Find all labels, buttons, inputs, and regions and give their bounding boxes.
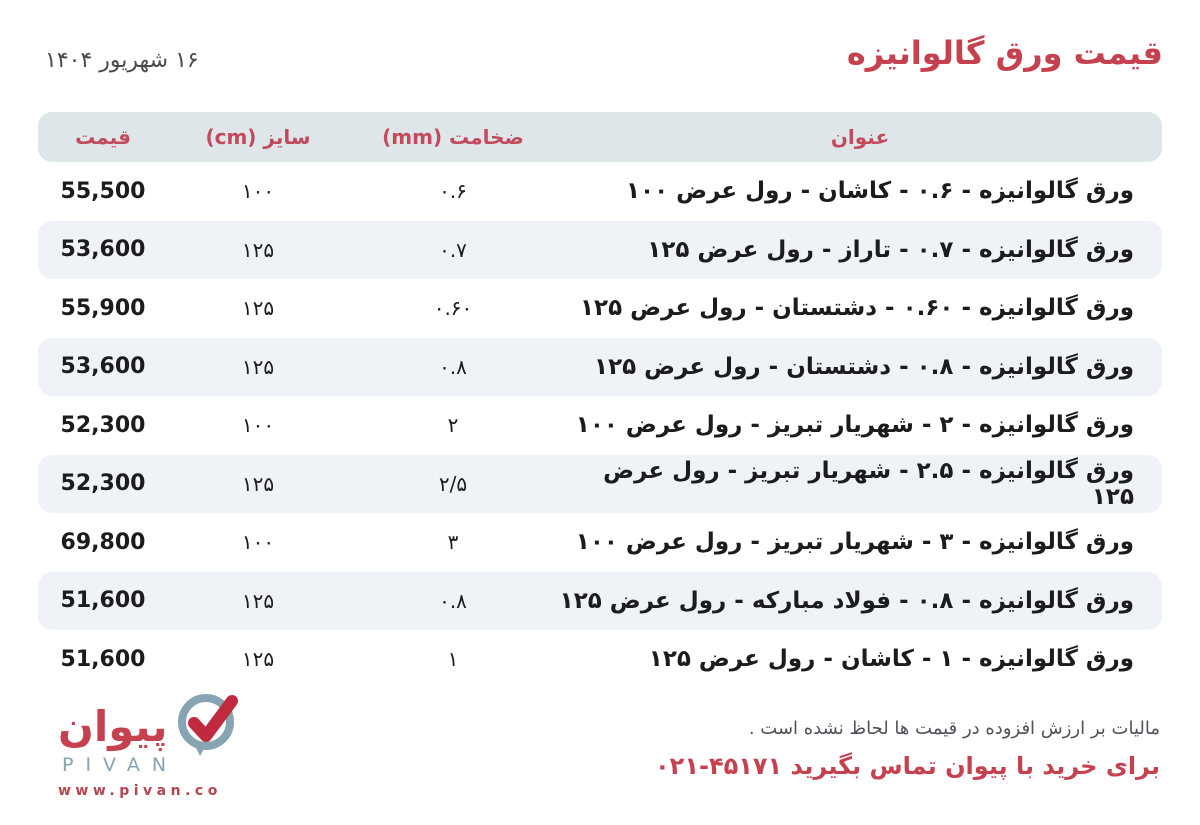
header-price: قیمت [75, 125, 131, 149]
cell-size: ۱۲۵ [241, 647, 275, 672]
cell-size: ۱۲۵ [241, 588, 275, 613]
cell-thickness: ۰.۸ [439, 588, 467, 613]
cell-price: 53,600 [60, 237, 146, 263]
cell-price: 52,300 [60, 471, 146, 497]
table-header-row [38, 112, 1162, 162]
table-row [38, 630, 1162, 689]
cell-size: ۱۰۰ [241, 179, 275, 204]
vat-note: مالیات بر ارزش افزوده در قیمت ها لحاظ نشده است . [748, 718, 1160, 739]
cell-thickness: ۳ [447, 530, 459, 555]
table-row [38, 221, 1162, 280]
cell-thickness: ۲ [447, 413, 459, 438]
cell-title: ورق گالوانیزه - ۰.۸ - فولاد مبارکه - رول عرض ۱۲۵ [559, 587, 1134, 614]
cell-size: ۱۲۵ [241, 296, 275, 321]
cell-price: 69,800 [60, 529, 146, 555]
logo-website: www.pivan.co [58, 783, 222, 799]
cell-size: ۱۲۵ [241, 237, 275, 262]
date-label: ۱۶ شهریور ۱۴۰۴ [45, 48, 199, 73]
cell-title: ورق گالوانیزه - ۰.۶ - کاشان - رول عرض ۱۰۰ [626, 178, 1134, 205]
logo-wordmark-fa: پیوان [58, 702, 168, 751]
contact-line: برای خرید با پیوان تماس بگیرید ۴۵۱۷۱-۰۲۱ [655, 752, 1160, 780]
table-row [38, 455, 1162, 514]
cell-size: ۱۲۵ [241, 471, 275, 496]
logo-top-row [58, 688, 298, 762]
table-row [38, 162, 1162, 221]
cell-title: ورق گالوانیزه - ۰.۷ - تاراز - رول عرض ۱۲۵ [647, 236, 1134, 263]
cell-title: ورق گالوانیزه - ۳ - شهریار تبریز - رول عرض ۱۰۰ [575, 529, 1134, 556]
cell-title: ورق گالوانیزه - ۲.۵ - شهریار تبریز - رول عرض ۱۲۵ [603, 457, 1134, 510]
header-thickness: ضخامت (mm) [382, 125, 524, 149]
cell-price: 55,500 [60, 178, 146, 204]
price-table [38, 112, 1162, 689]
table-row [38, 338, 1162, 397]
cell-thickness: ۲/۵ [438, 471, 468, 496]
cell-size: ۱۰۰ [241, 413, 275, 438]
logo-wordmark-en: PIVAN [62, 754, 179, 776]
cell-price: 51,600 [60, 646, 146, 672]
cell-price: 55,900 [60, 295, 146, 321]
cell-size: ۱۲۵ [241, 354, 275, 379]
header-size: سایز (cm) [205, 125, 311, 149]
cell-thickness: ۱ [447, 647, 459, 672]
pivan-logo [58, 688, 298, 799]
page-title: قیمت ورق گالوانیزه [846, 34, 1163, 72]
cell-title: ورق گالوانیزه - ۰.۸ - دشتستان - رول عرض ۱۲۵ [594, 353, 1134, 380]
cell-price: 51,600 [60, 588, 146, 614]
magnifier-check-icon [170, 688, 244, 762]
cell-title: ورق گالوانیزه - ۱ - کاشان - رول عرض ۱۲۵ [648, 646, 1134, 673]
table-row [38, 572, 1162, 631]
cell-price: 53,600 [60, 354, 146, 380]
cell-size: ۱۰۰ [241, 530, 275, 555]
table-row [38, 513, 1162, 572]
table-row [38, 396, 1162, 455]
cell-thickness: ۰.۶ [439, 179, 467, 204]
header-title: عنوان [830, 125, 890, 149]
cell-thickness: ۰.۷ [439, 237, 467, 262]
cell-thickness: ۰.۶۰ [433, 296, 473, 321]
table-row [38, 279, 1162, 338]
cell-title: ورق گالوانیزه - ۲ - شهریار تبریز - رول عرض ۱۰۰ [575, 412, 1134, 439]
cell-thickness: ۰.۸ [439, 354, 467, 379]
cell-price: 52,300 [60, 412, 146, 438]
cell-title: ورق گالوانیزه - ۰.۶۰ - دشتستان - رول عرض ۱۲۵ [580, 295, 1134, 322]
